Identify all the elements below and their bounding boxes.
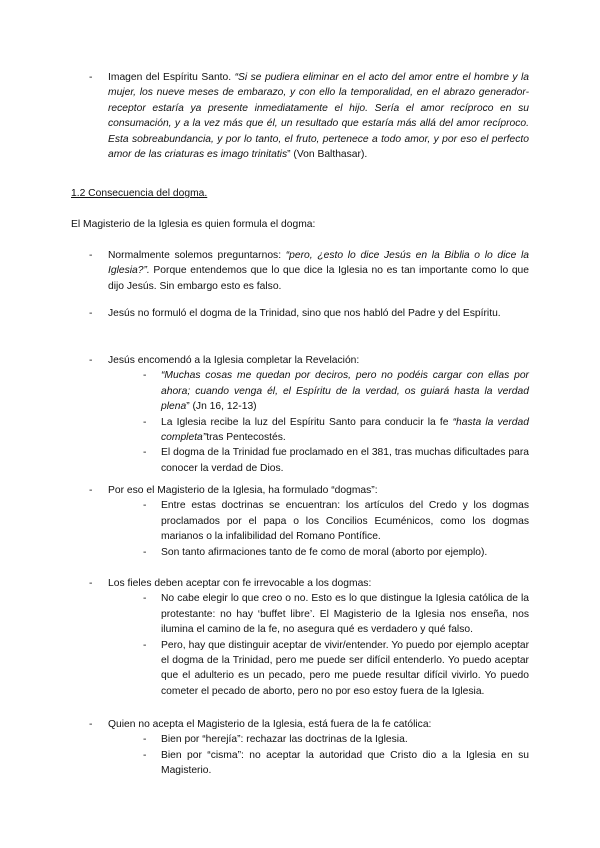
sub-bullet-dash: - xyxy=(143,639,147,651)
question-quote: “pero, ¿esto lo dice Jesús en la Biblia o lo dice la Iglesia?”. xyxy=(108,250,529,277)
sub-bullet-dash: - xyxy=(143,416,147,428)
sub-bullet-text: El dogma de la Trinidad fue proclamado en el 381, tras muchas dificultades para conocer la verdad de Dios. xyxy=(161,447,529,474)
bullet-dash: - xyxy=(89,308,93,319)
sub-bullet-doctrines xyxy=(143,498,529,544)
sub-bullet-dash: - xyxy=(143,593,147,605)
bullet-text xyxy=(108,353,529,476)
sub-bullet-schism xyxy=(143,748,529,779)
john-reference: ” (Jn 16, 12-13) xyxy=(186,401,257,413)
sub-bullet-tail: tras Pentecostés. xyxy=(206,432,286,444)
sub-bullet-accept-vs-live xyxy=(143,638,529,700)
bullet-dash: - xyxy=(89,485,93,496)
quote-attribution: ” (Von Balthasar). xyxy=(287,149,368,161)
sub-bullet-dash: - xyxy=(143,749,147,761)
sub-bullet-381 xyxy=(143,445,529,476)
bullet-outside-faith xyxy=(89,717,529,779)
intro-paragraph: El Magisterio de la Iglesia es quien formula el dogma: xyxy=(71,219,316,230)
bullet-main-text: Quien no acepta el Magisterio de la Iglesia, está fuera de la fe católica: xyxy=(108,719,432,730)
bullet-text xyxy=(108,70,529,162)
bullet-main-text: Los fieles deben aceptar con fe irrevocable a los dogmas: xyxy=(108,578,372,589)
bullet-main-text: Jesús encomendó a la Iglesia completar la Revelación: xyxy=(108,355,360,366)
bullet-faithful-accept xyxy=(89,576,529,699)
sub-bullet-lead: La Iglesia recibe la luz del Espíritu Santo para conducir la fe xyxy=(161,416,453,428)
sub-bullet-heresy xyxy=(143,732,529,747)
sub-bullet-dash: - xyxy=(143,734,147,746)
sub-bullet-faith-moral xyxy=(143,545,529,560)
bullet-lead: Normalmente solemos preguntarnos: xyxy=(108,250,286,261)
bullet-dash: - xyxy=(89,719,93,730)
bullet-text: Jesús no formuló el dogma de la Trinidad, sino que nos habló del Padre y del Espíritu. xyxy=(108,308,501,319)
sub-bullet-text: Pero, hay que distinguir aceptar de vivir/entender. Yo puedo por ejemplo aceptar el dogma de la Trinidad, pero me puede ser difícil entenderlo. Yo puedo aceptar que el adulterio es un pecado, pero me puede resultar difícil vivirlo. Yo puedo cometer el pecado de aborto, pero no por eso estoy fuera de la Iglesia. xyxy=(161,639,529,697)
bullet-jesus-no-dogma xyxy=(89,306,529,321)
bullet-dash: - xyxy=(89,72,93,83)
sub-bullet-john-quote xyxy=(143,368,529,414)
sub-bullet-dash: - xyxy=(143,546,147,558)
bullet-lead: Imagen del Espíritu Santo. xyxy=(108,72,235,83)
sub-bullet-text: Bien por “herejía”: rechazar las doctrinas de la Iglesia. xyxy=(161,734,408,746)
bullet-text xyxy=(108,576,529,699)
sub-bullet-no-buffet xyxy=(143,591,529,637)
bullet-tail: Porque entendemos que lo que dice la Iglesia no es tan importante como lo que dijo Jesús. Sin embargo esto es falso. xyxy=(108,265,529,292)
sub-bullet-text: Son tanto afirmaciones tanto de fe como de moral (aborto por ejemplo). xyxy=(161,546,488,558)
bullet-dash: - xyxy=(89,578,93,589)
bullet-text xyxy=(108,483,529,560)
bullet-holy-spirit-image xyxy=(89,70,529,162)
bullet-dash: - xyxy=(89,250,93,261)
bullet-text xyxy=(108,717,529,779)
sub-bullet-dash: - xyxy=(143,370,147,382)
sub-bullet-text: No cabe elegir lo que creo o no. Esto es lo que distingue la Iglesia católica de la protestante: no hay ‘buffet libre’. El Magisterio de la Iglesia nos enseña, nos ilumina el camino de la fe, no asegura qué es verdadero y qué falso. xyxy=(161,593,529,636)
truth-quote: “hasta la verdad completa” xyxy=(161,416,529,444)
sub-bullet-dash: - xyxy=(143,447,147,459)
bullet-dogmas xyxy=(89,483,529,560)
bullet-common-question xyxy=(89,248,529,294)
section-heading: 1.2 Consecuencia del dogma. xyxy=(71,188,208,199)
bullet-dash: - xyxy=(89,355,93,366)
sub-bullet-pentecost xyxy=(143,415,529,446)
bullet-text xyxy=(108,248,529,294)
bullet-revelation xyxy=(89,353,529,476)
sub-bullet-text: Entre estas doctrinas se encuentran: los artículos del Credo y los dogmas proclamados por el papa o los Concilios Ecuménicos, como los dogmas marianos o la infalibilidad del Romano Pontífice. xyxy=(161,500,529,543)
sub-bullet-text: Bien por “cisma”: no aceptar la autoridad que Cristo dio a la Iglesia en su Magisterio. xyxy=(161,749,529,777)
bullet-main-text: Por eso el Magisterio de la Iglesia, ha formulado “dogmas”: xyxy=(108,485,378,496)
john-quote: “Muchas cosas me quedan por deciros, pero no podéis cargar con ellas por ahora; cuando venga él, el Espíritu de la verdad, os guiará hasta la verdad plena xyxy=(161,370,529,413)
balthasar-quote: “Si se pudiera eliminar en el acto del amor entre el hombre y la mujer, los nueve meses de embarazo, y con ello la temporalidad, en el abrazo generador-receptor estaría ya presente inmediatamente el hijo. Sería el amor recíproco en su consumación, y a la vez más que él, un resultado que estaría más allá del amor recíproco. Esta sobreabundancia, y por lo tanto, el fruto, pertenece a todo amor, y por eso el perfecto amor de las criaturas es imago trinitatis xyxy=(108,72,529,161)
sub-bullet-dash: - xyxy=(143,500,147,512)
